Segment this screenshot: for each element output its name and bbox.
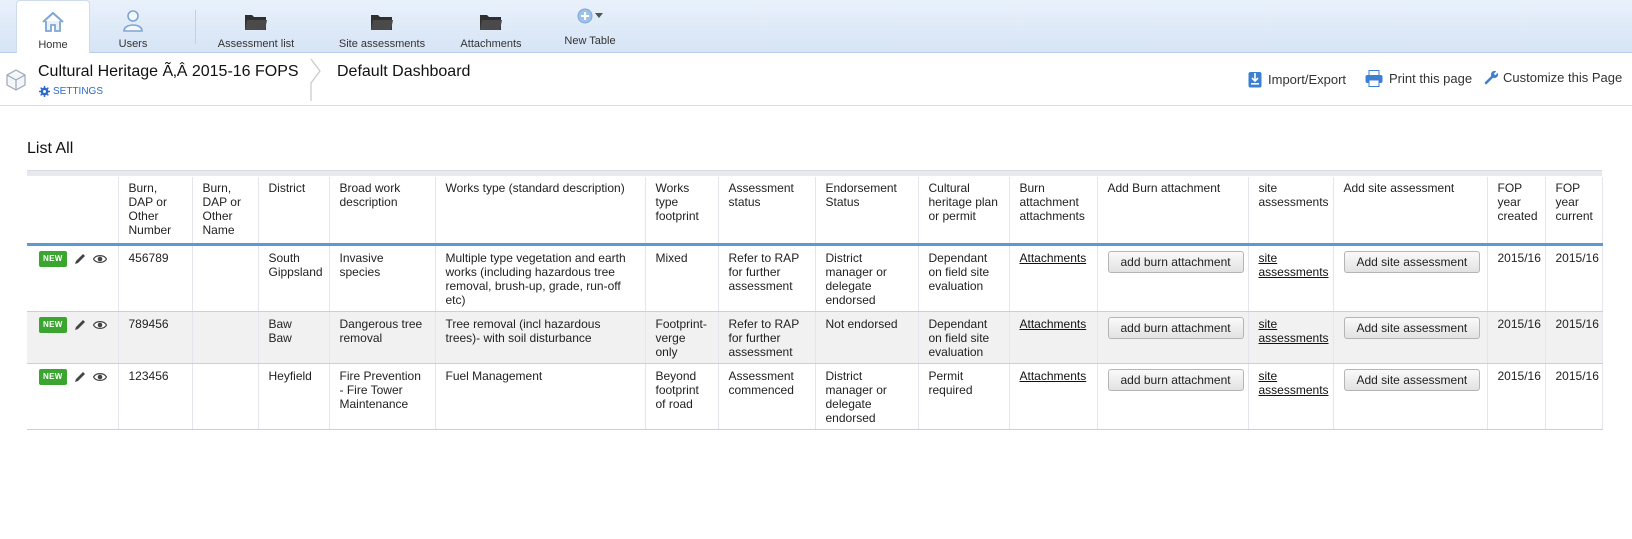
import-export-link[interactable] (1248, 70, 1346, 88)
add-site-assessment-button[interactable]: Add site assessment (1344, 317, 1481, 339)
folder-icon (479, 12, 503, 32)
nav-site-assessments-label: Site assessments (338, 38, 426, 50)
row-actions (27, 312, 118, 364)
cell-fop-current: 2015/16 (1545, 245, 1602, 312)
column-header[interactable]: Broad work description (329, 177, 435, 245)
nav-users[interactable] (100, 0, 166, 52)
print-page-link[interactable] (1365, 70, 1472, 87)
cell-fop-created: 2015/16 (1487, 364, 1545, 430)
cell-fop-created: 2015/16 (1487, 312, 1545, 364)
table-row (27, 364, 1602, 430)
row-actions (27, 245, 118, 312)
cell-fop-current: 2015/16 (1545, 312, 1602, 364)
breadcrumb-separator (310, 59, 322, 101)
cell-site-assessments (1248, 312, 1333, 364)
cell-number: 123456 (118, 364, 192, 430)
settings-label: SETTINGS (53, 86, 104, 97)
table-header-row (27, 177, 1602, 245)
cell-name (192, 364, 258, 430)
cell-endorsement-status: Not endorsed (815, 312, 918, 364)
column-header[interactable]: site assessments (1248, 177, 1333, 245)
cell-works-type: Fuel Management (435, 364, 645, 430)
cell-broad-description: Invasive species (329, 245, 435, 312)
gear-icon (39, 86, 50, 97)
nav-assessment-list-label: Assessment list (217, 38, 295, 50)
site-assessments-link[interactable]: site assessments (1258, 317, 1329, 345)
cell-district: Baw Baw (258, 312, 329, 364)
cell-plan-permit: Dependant on field site evaluation (918, 312, 1009, 364)
add-burn-attachment-button[interactable]: add burn attachment (1108, 317, 1244, 339)
cell-footprint: Mixed (645, 245, 718, 312)
cell-district: South Gippsland (258, 245, 329, 312)
cell-number: 789456 (118, 312, 192, 364)
eye-icon[interactable] (93, 372, 107, 382)
cell-add-site (1333, 364, 1487, 430)
customize-page-label: Customize this Page (1503, 70, 1623, 85)
cell-endorsement-status: District manager or delegate endorsed (815, 364, 918, 430)
customize-page-link[interactable] (1484, 70, 1622, 85)
add-table-icon (577, 8, 593, 24)
settings-link[interactable] (39, 86, 103, 97)
cell-assessment-status: Refer to RAP for further assessment (718, 245, 815, 312)
cell-number: 456789 (118, 245, 192, 312)
print-page-label: Print this page (1389, 71, 1473, 86)
column-header[interactable]: Works type (standard description) (435, 177, 645, 245)
nav-attachments[interactable] (453, 0, 529, 52)
import-export-label: Import/Export (1268, 71, 1347, 87)
chevron-down-icon (595, 13, 603, 19)
import-export-icon (1248, 70, 1262, 88)
column-header[interactable]: FOP year current (1545, 177, 1602, 245)
add-burn-attachment-button[interactable]: add burn attachment (1108, 369, 1244, 391)
cell-assessment-status: Refer to RAP for further assessment (718, 312, 815, 364)
cell-footprint: Beyond footprint of road (645, 364, 718, 430)
new-badge: NEW (39, 251, 67, 267)
folder-icon (244, 12, 268, 32)
cell-assessment-status: Assessment commenced (718, 364, 815, 430)
wrench-icon (1484, 70, 1499, 85)
column-header[interactable]: Burn attachment attachments (1009, 177, 1097, 245)
table-row (27, 312, 1602, 364)
column-header[interactable]: Assessment status (718, 177, 815, 245)
page-header (0, 53, 1632, 106)
cell-name (192, 312, 258, 364)
cell-works-type: Tree removal (incl hazardous trees)- with soil disturbance (435, 312, 645, 364)
cell-district: Heyfield (258, 364, 329, 430)
cell-name (192, 245, 258, 312)
top-navigation (0, 0, 1632, 53)
cell-footprint: Footprint- verge only (645, 312, 718, 364)
row-actions (27, 364, 118, 430)
printer-icon (1365, 70, 1383, 87)
cell-fop-created: 2015/16 (1487, 245, 1545, 312)
cell-broad-description: Fire Prevention - Fire Tower Maintenance (329, 364, 435, 430)
new-badge: NEW (39, 317, 67, 333)
attachments-link[interactable]: Attachments (1019, 317, 1087, 331)
nav-new-table[interactable] (558, 0, 622, 52)
cell-works-type: Multiple type vegetation and earth works (including hazardous tree removal, brush-up, grade, run-off etc) (435, 245, 645, 312)
nav-attachments-label: Attachments (460, 38, 522, 50)
column-header[interactable]: Works type footprint (645, 177, 718, 245)
cell-site-assessments (1248, 245, 1333, 312)
cell-attachments (1009, 245, 1097, 312)
pencil-icon[interactable] (74, 319, 86, 331)
table-top-bar (27, 170, 1602, 176)
cell-plan-permit: Permit required (918, 364, 1009, 430)
pencil-icon[interactable] (74, 253, 86, 265)
column-header[interactable]: Add Burn attachment (1097, 177, 1248, 245)
section-title: List All (27, 140, 74, 157)
records-table (27, 177, 1603, 430)
cell-site-assessments (1248, 364, 1333, 430)
column-header[interactable]: Add site assessment (1333, 177, 1487, 245)
app-title: Cultural Heritage Ã‚Â 2015-16 FOPS (38, 63, 299, 80)
column-header[interactable]: Endorsement Status (815, 177, 918, 245)
nav-site-assessments[interactable] (330, 0, 434, 52)
column-header[interactable]: Cultural heritage plan or permit (918, 177, 1009, 245)
cell-attachments (1009, 312, 1097, 364)
cell-plan-permit: Dependant on field site evaluation (918, 245, 1009, 312)
cell-add-site (1333, 312, 1487, 364)
attachments-link[interactable]: Attachments (1019, 251, 1087, 265)
cell-endorsement-status: District manager or delegate endorsed (815, 245, 918, 312)
cell-attachments (1009, 364, 1097, 430)
folder-icon (370, 12, 394, 32)
cell-add-site (1333, 245, 1487, 312)
column-header[interactable]: Burn, DAP or Other Number (118, 177, 192, 245)
cell-fop-current: 2015/16 (1545, 364, 1602, 430)
nav-home[interactable] (16, 0, 90, 53)
pencil-icon[interactable] (74, 371, 86, 383)
dashboard-title: Default Dashboard (337, 63, 471, 80)
add-burn-attachment-button[interactable]: add burn attachment (1108, 251, 1244, 273)
user-icon (121, 8, 145, 32)
eye-icon[interactable] (93, 320, 107, 330)
column-header[interactable]: District (258, 177, 329, 245)
site-assessments-link[interactable]: site assessments (1258, 369, 1329, 397)
site-assessments-link[interactable]: site assessments (1258, 251, 1329, 279)
column-header[interactable]: FOP year created (1487, 177, 1545, 245)
cell-add-burn (1097, 245, 1248, 312)
attachments-link[interactable]: Attachments (1019, 369, 1087, 383)
table-row (27, 245, 1602, 312)
nav-home-label: Home (38, 39, 68, 51)
column-header-actions (27, 177, 118, 245)
home-icon (41, 11, 65, 33)
nav-users-label: Users (118, 38, 148, 50)
nav-assessment-list[interactable] (213, 0, 299, 52)
new-badge: NEW (39, 369, 67, 385)
add-site-assessment-button[interactable]: Add site assessment (1344, 369, 1481, 391)
cube-icon (6, 69, 26, 91)
eye-icon[interactable] (93, 254, 107, 264)
column-header[interactable]: Burn, DAP or Other Name (192, 177, 258, 245)
cell-add-burn (1097, 312, 1248, 364)
nav-new-table-label: New Table (564, 35, 616, 47)
cell-add-burn (1097, 364, 1248, 430)
add-site-assessment-button[interactable]: Add site assessment (1344, 251, 1481, 273)
nav-separator (195, 10, 196, 44)
cell-broad-description: Dangerous tree removal (329, 312, 435, 364)
